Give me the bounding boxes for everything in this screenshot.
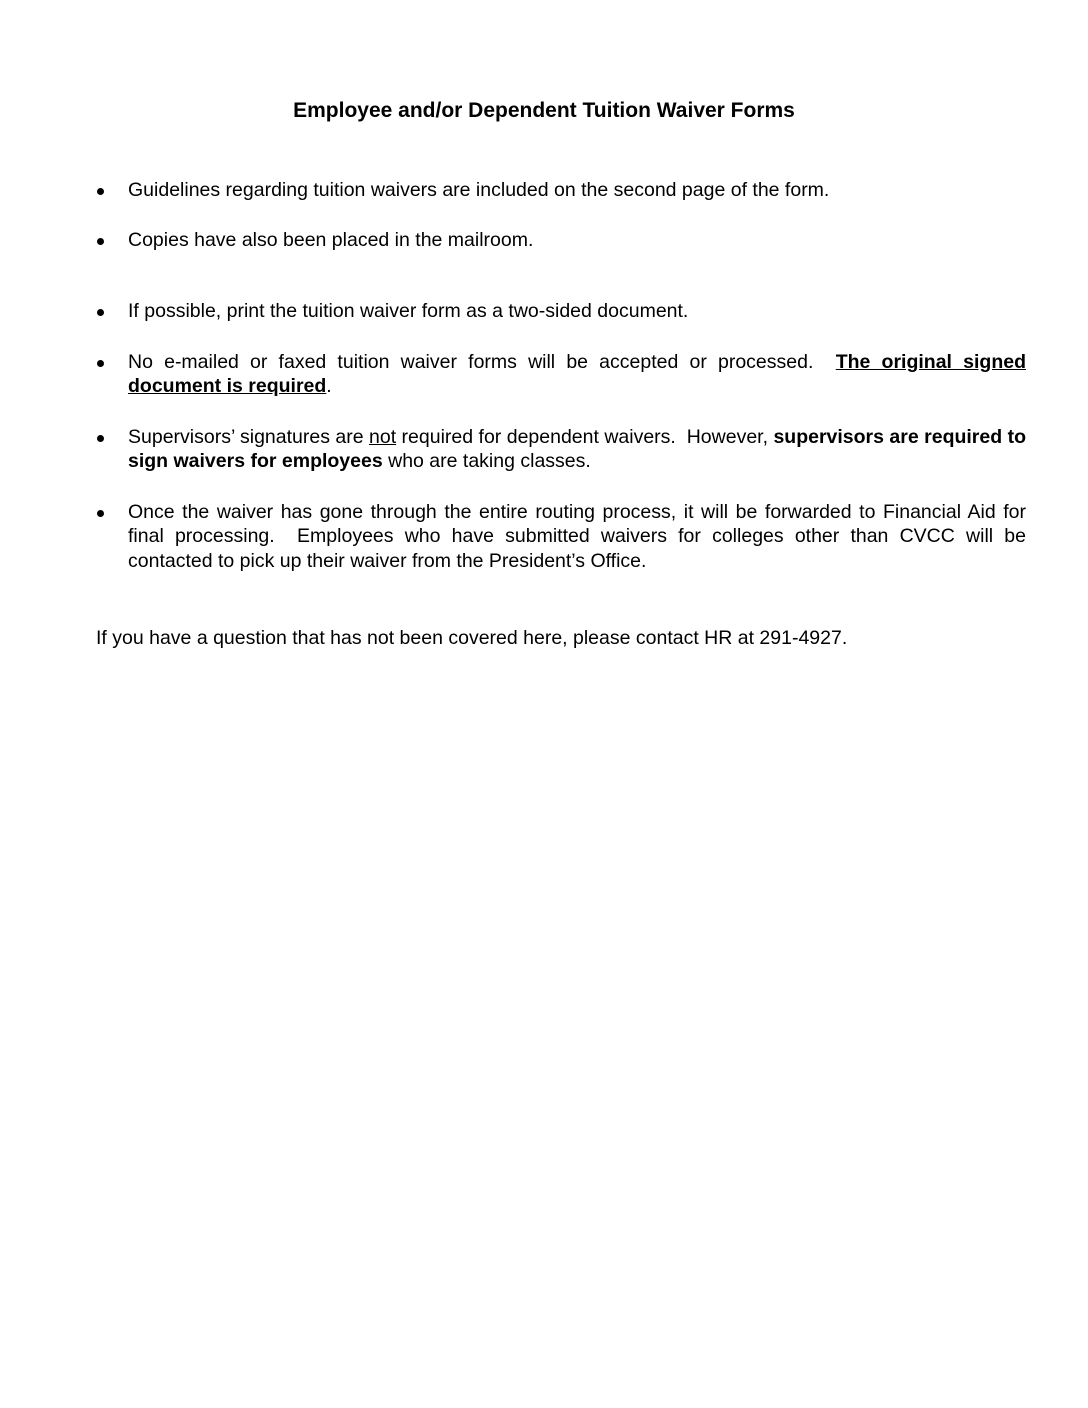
list-item <box>96 228 1026 253</box>
text-segment: who are taking classes. <box>382 450 591 472</box>
bullet-icon <box>97 435 104 442</box>
bullet-icon <box>97 309 104 316</box>
bullet-icon <box>97 360 104 367</box>
list-item <box>96 425 1026 474</box>
list-item-text: Guidelines regarding tuition waivers are included on the second page of the form. <box>128 179 830 201</box>
bullet-icon <box>97 510 104 517</box>
bullet-icon <box>97 238 104 245</box>
list-item <box>96 178 1026 203</box>
guidelines-list <box>96 178 1032 573</box>
emphasis-text: The original signed document is required <box>128 350 1026 397</box>
list-item-text: Copies have also been placed in the mailroom. <box>128 228 534 251</box>
list-item <box>96 350 1026 399</box>
list-item-text <box>128 350 1026 399</box>
list-item-text <box>128 425 1026 474</box>
text-segment: No e-mailed or faxed tuition waiver forms will be accepted or processed. <box>128 350 836 373</box>
text-segment: required for dependent waivers. However, <box>396 425 774 448</box>
list-item <box>96 299 1026 324</box>
contact-note: If you have a question that has not been covered here, please contact HR at 291-4927. <box>96 627 848 649</box>
underlined-text: not <box>369 425 397 448</box>
list-item-text: Once the waiver has gone through the entire routing process, it will be forwarded to Financial Aid for final processing. Employees who have submitted waivers for colleges other than CVCC will be contacted to pick up their waiver from the President’s Office. <box>128 500 1032 572</box>
list-item-text: If possible, print the tuition waiver form as a two-sided document. <box>128 300 689 322</box>
text-segment: . <box>326 375 332 397</box>
emphasis-text: supervisors are required to sign waivers for employees <box>128 425 1026 472</box>
text-segment: Supervisors’ signatures are <box>128 425 370 448</box>
page-title: Employee and/or Dependent Tuition Waiver Forms <box>293 99 795 122</box>
list-item <box>96 500 1032 574</box>
bullet-icon <box>97 188 104 195</box>
